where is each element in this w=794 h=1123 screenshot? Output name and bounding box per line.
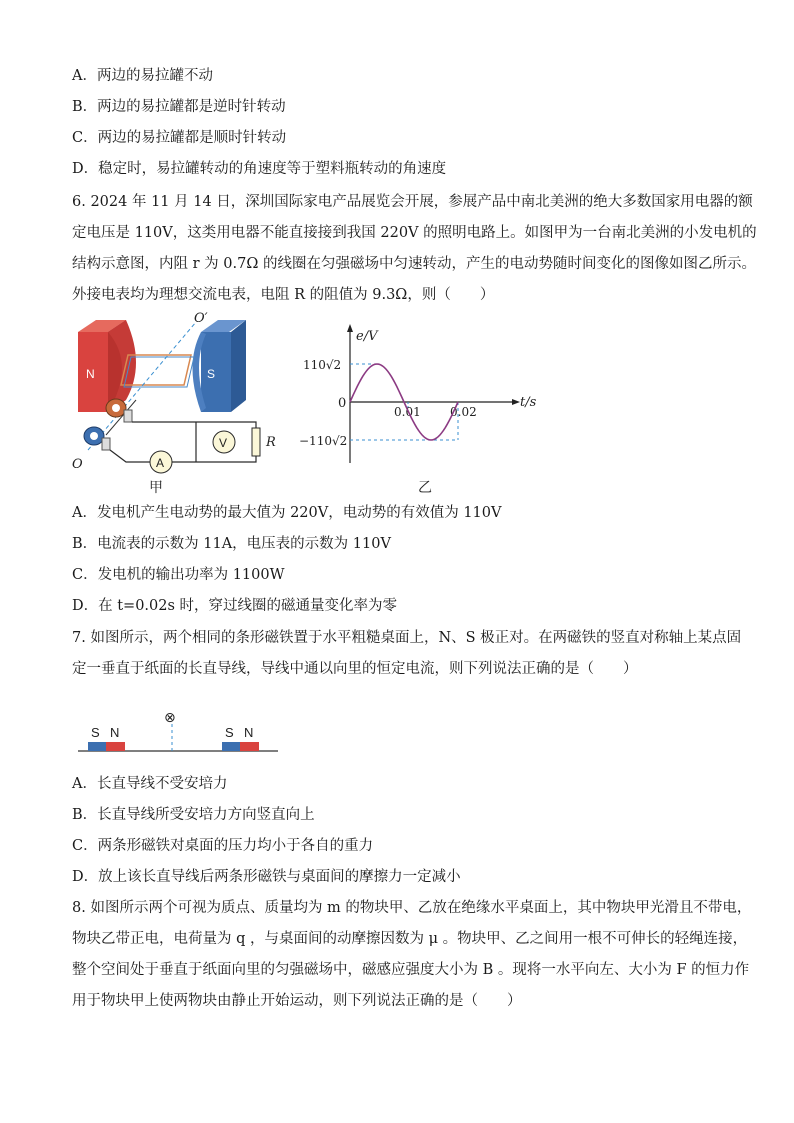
q5-option-b: B．两边的易拉罐都是逆时针转动 (72, 99, 286, 115)
axis-o-prime-label: O′ (194, 311, 208, 326)
q8-stem-line-4: 用于物块甲上使两物块由静止开始运动，则下列说法正确的是（ ） (72, 993, 522, 1009)
ammeter-label: A (156, 456, 165, 470)
q5-option-d: D．稳定时，易拉罐转动的角速度等于塑料瓶转动的角速度 (72, 161, 447, 177)
x-tick-2-label: 0.02 (450, 405, 477, 419)
q6-option-b: B．电流表的示数为 11A，电压表的示数为 110V (72, 536, 391, 552)
x-axis-label: t/s (520, 395, 537, 410)
left-magnet-n-label: N (110, 725, 120, 740)
q8-stem-line-1: 8. 如图所示两个可视为质点、质量均为 m 的物块甲、乙放在绝缘水平桌面上，其中物块甲光滑且不带电， (72, 900, 752, 916)
q5-option-a: A．两边的易拉罐不动 (72, 68, 213, 84)
magnets-wire-figure (74, 704, 284, 756)
voltmeter-label: V (219, 436, 228, 450)
q7-stem-line-1: 7. 如图所示，两个相同的条形磁铁置于水平粗糙桌面上，N、S 极正对。在两磁铁的竖直对称轴上某点固 (72, 630, 742, 646)
q5-option-c: C．两边的易拉罐都是顺时针转动 (72, 130, 287, 146)
q7-option-b: B．长直导线所受安培力方向竖直向上 (72, 807, 315, 823)
generator-figure (66, 310, 276, 500)
q6-stem-line-3: 结构示意图，内阻 r 为 0.7Ω 的线圈在匀强磁场中匀速转动，产生的电动势随时间变化的图像如图乙所示。 (72, 256, 756, 272)
q6-option-a: A．发电机产生电动势的最大值为 220V，电动势的有效值为 110V (72, 505, 502, 521)
q7-stem-line-2: 定一垂直于纸面的长直导线，导线中通以向里的恒定电流，则下列说法正确的是（ ） (72, 661, 638, 677)
q6-stem-line-1: 6. 2024 年 11 月 14 日，深圳国际家电产品展览会开展，参展产品中南北美洲的绝大多数国家用电器的额 (72, 194, 753, 210)
origin-label: 0 (338, 396, 347, 411)
q6-stem-line-4: 外接电表均为理想交流电表，电阻 R 的阻值为 9.3Ω，则（ ） (72, 287, 495, 303)
figure-jia-caption: 甲 (149, 480, 163, 496)
magnet-n-label: N (86, 367, 95, 381)
q6-stem-line-2: 定电压是 110V，这类用电器不能直接接到我国 220V 的照明电路上。如图甲为一台南北美洲的小发电机的 (72, 225, 757, 241)
magnet-s-label: S (207, 367, 216, 381)
figure-yi-caption: 乙 (418, 480, 432, 496)
right-magnet-n-label: N (244, 725, 254, 740)
q6-option-c: C．发电机的输出功率为 1100W (72, 567, 285, 583)
right-magnet-s-label: S (225, 725, 234, 740)
q7-option-a: A．长直导线不受安培力 (72, 776, 228, 792)
q7-option-c: C．两条形磁铁对桌面的压力均小于各自的重力 (72, 838, 374, 854)
et-graph (298, 318, 548, 500)
x-tick-1-label: 0.01 (394, 405, 421, 419)
axis-o-label: O (72, 457, 83, 472)
resistor-label: R (266, 435, 276, 450)
q6-option-d: D．在 t=0.02s 时，穿过线圈的磁通量变化率为零 (72, 598, 398, 614)
left-magnet-s-label: S (91, 725, 100, 740)
y-max-label: 110√2 (303, 358, 342, 372)
y-min-label: −110√2 (299, 434, 348, 448)
q8-stem-line-3: 整个空间处于垂直于纸面向里的匀强磁场中，磁感应强度大小为 B 。现将一水平向左、大小为 F 的恒力作 (72, 962, 750, 978)
y-axis-label: e/V (356, 329, 378, 344)
q8-stem-line-2: 物块乙带正电，电荷量为 q ，与桌面间的动摩擦因数为 μ 。物块甲、乙之间用一根不可伸长的轻绳连接， (72, 931, 748, 947)
q7-option-d: D．放上该长直导线后两条形磁铁与桌面间的摩擦力一定减小 (72, 869, 461, 885)
wire-into-page-icon: ⊗ (164, 710, 176, 726)
